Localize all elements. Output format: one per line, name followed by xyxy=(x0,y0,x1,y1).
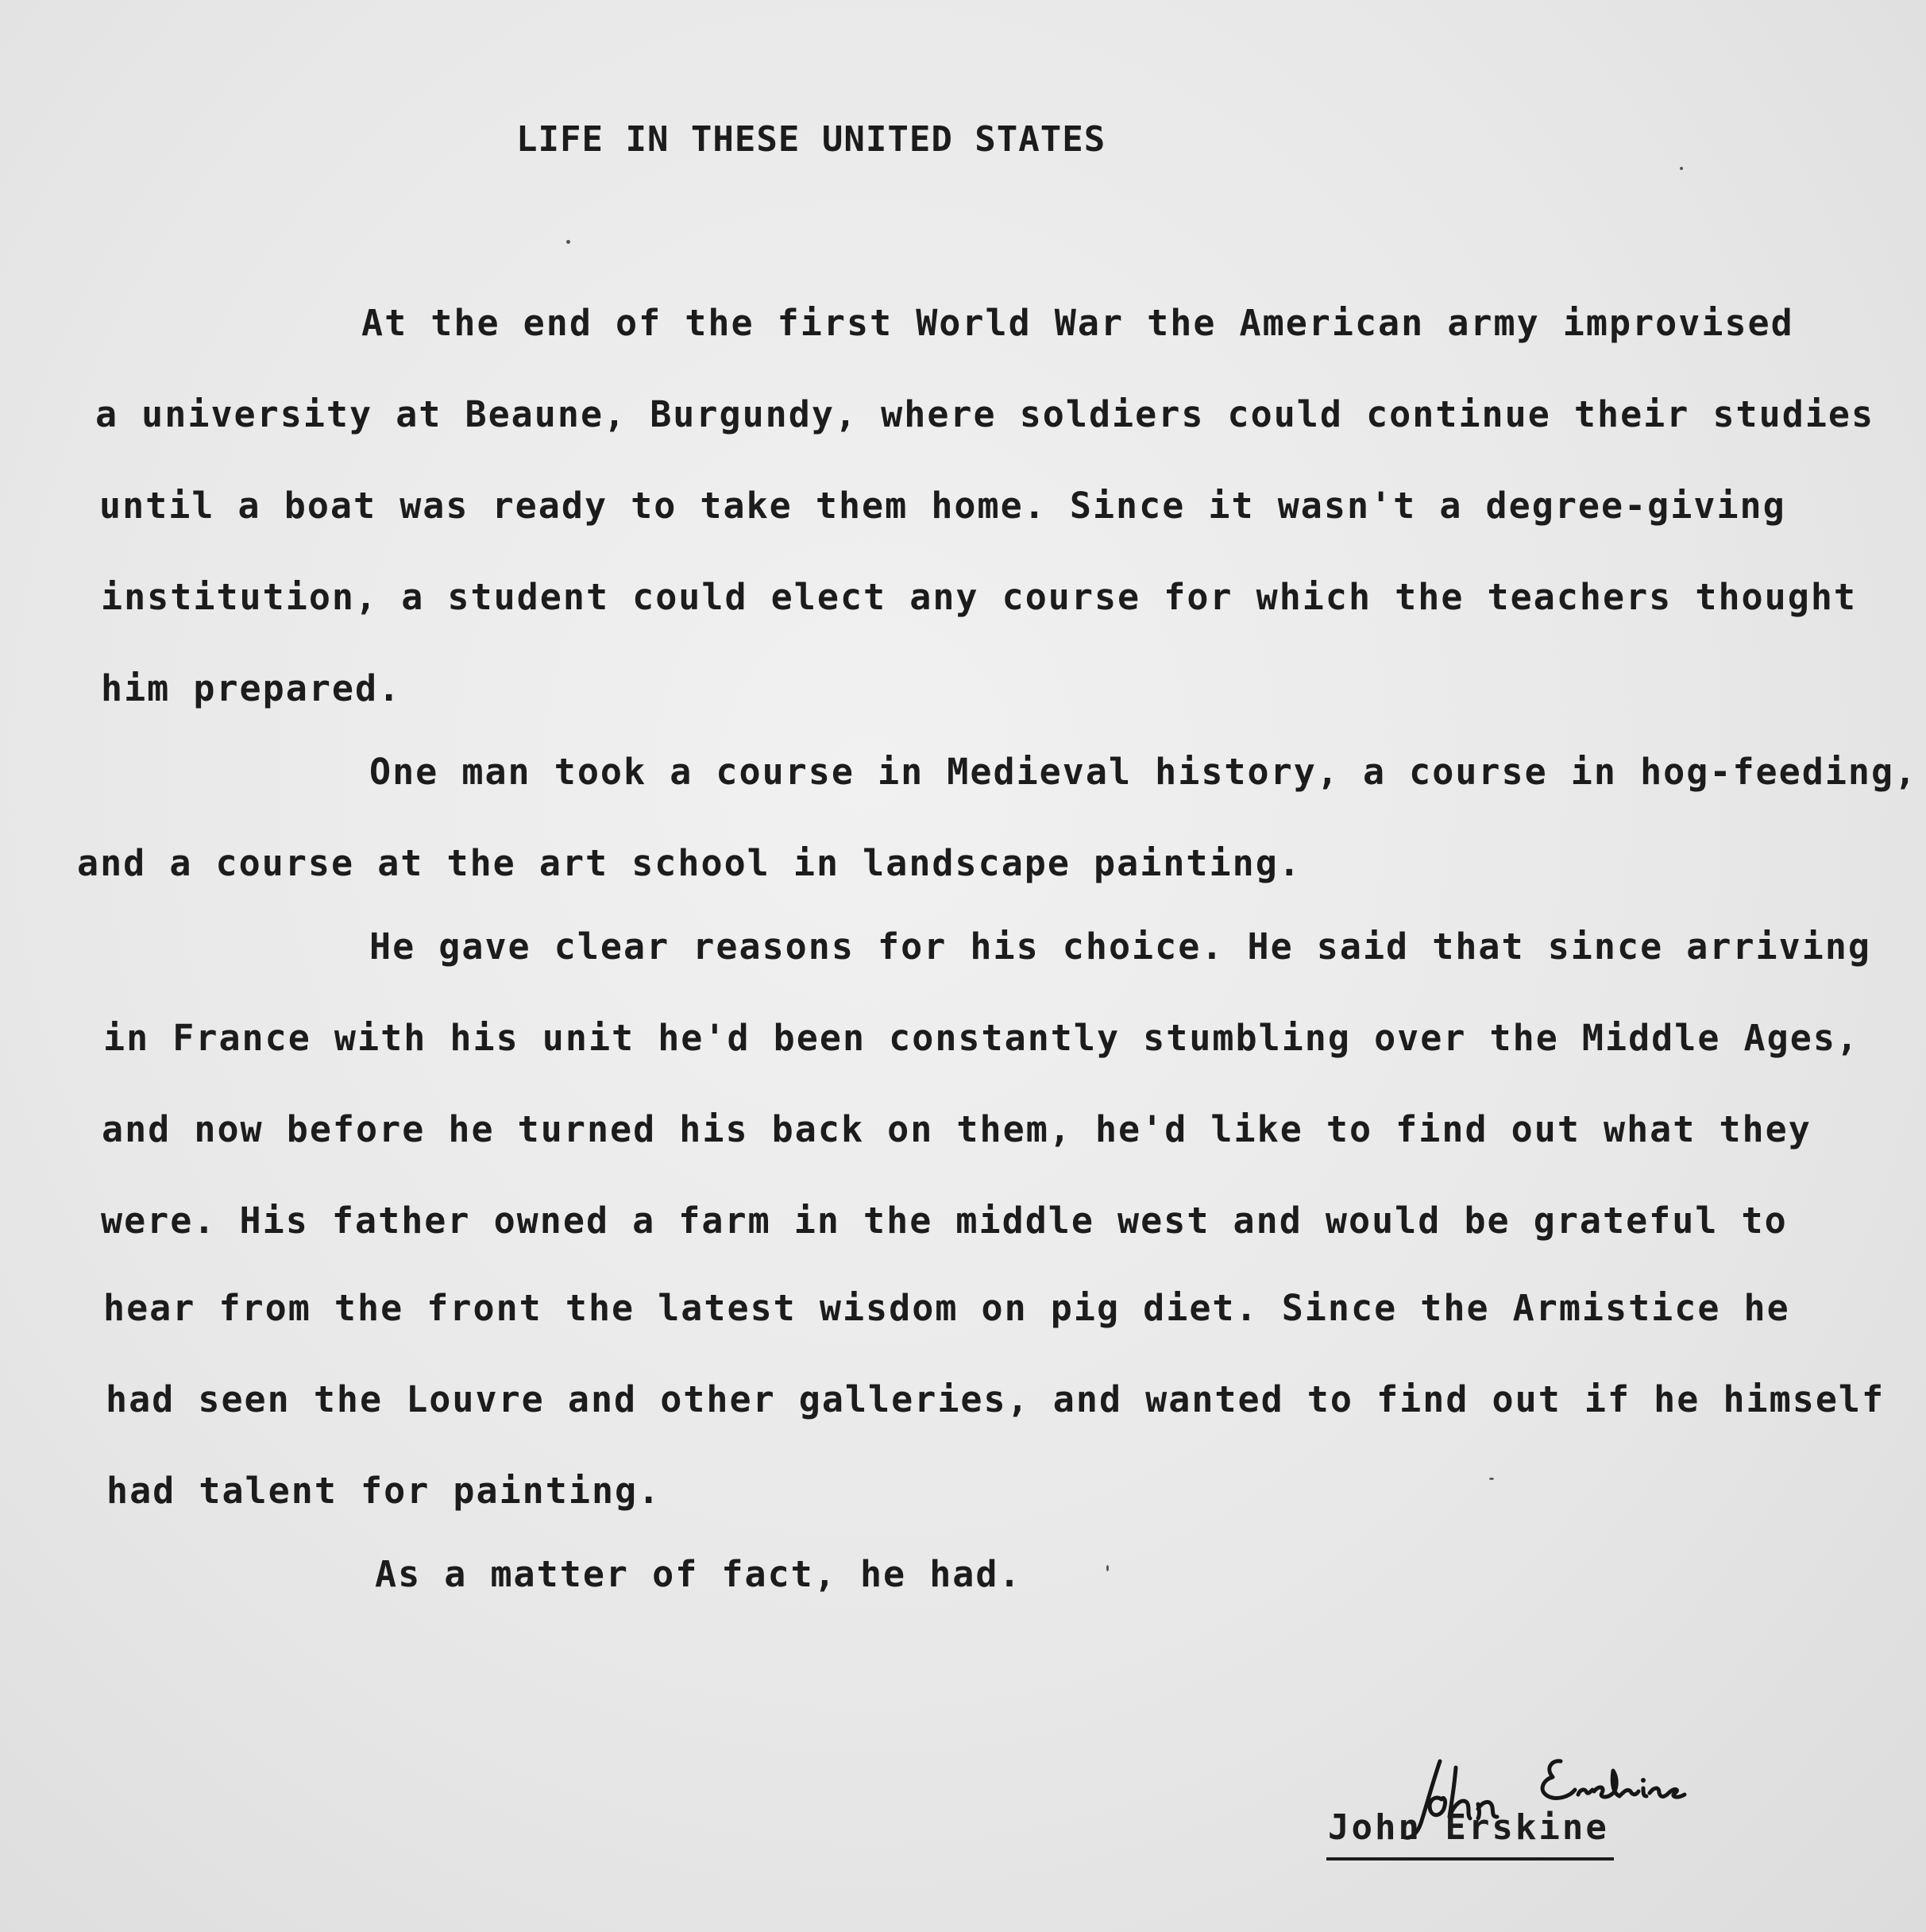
paragraph-line: had seen the Louvre and other galleries, and wanted to find out if he himself xyxy=(106,1378,1885,1420)
paper-speck xyxy=(1680,167,1683,170)
paper-speck xyxy=(566,240,570,244)
paragraph-line: One man took a course in Medieval history, a course in hog-feeding, xyxy=(369,751,1918,793)
paragraph-line: institution, a student could elect any course for which the teachers thought xyxy=(101,576,1858,618)
paragraph-line: At the end of the first World War the American army improvised xyxy=(361,302,1794,344)
name-underline xyxy=(1326,1857,1614,1861)
signature-block xyxy=(1322,1744,1799,1871)
typed-author-name: John Erskine xyxy=(1328,1807,1609,1848)
paragraph-line: As a matter of fact, he had. xyxy=(375,1553,1022,1595)
paragraph-line: were. His father owned a farm in the middle west and would be grateful to xyxy=(101,1200,1788,1242)
paragraph-line: hear from the front the latest wisdom on pig diet. Since the Armistice he xyxy=(103,1287,1790,1329)
paragraph-line: him prepared. xyxy=(101,667,402,709)
paragraph-line: until a boat was ready to take them home. Since it wasn't a degree-giving xyxy=(99,485,1786,527)
paragraph-line: had talent for painting. xyxy=(106,1470,662,1512)
paragraph-line: He gave clear reasons for his choice. He said that since arriving xyxy=(369,925,1871,968)
paper-speck xyxy=(1106,1565,1109,1571)
paragraph-line: a university at Beaune, Burgundy, where soldiers could continue their studies xyxy=(95,393,1875,435)
paper-speck xyxy=(1489,1478,1494,1480)
paragraph-line: in France with his unit he'd been constantly stumbling over the Middle Ages, xyxy=(103,1017,1860,1059)
document-title: LIFE IN THESE UNITED STATES xyxy=(516,119,1106,160)
paragraph-line: and a course at the art school in landscape painting. xyxy=(77,842,1302,884)
paragraph-line: and now before he turned his back on them, he'd like to find out what they xyxy=(102,1108,1812,1150)
